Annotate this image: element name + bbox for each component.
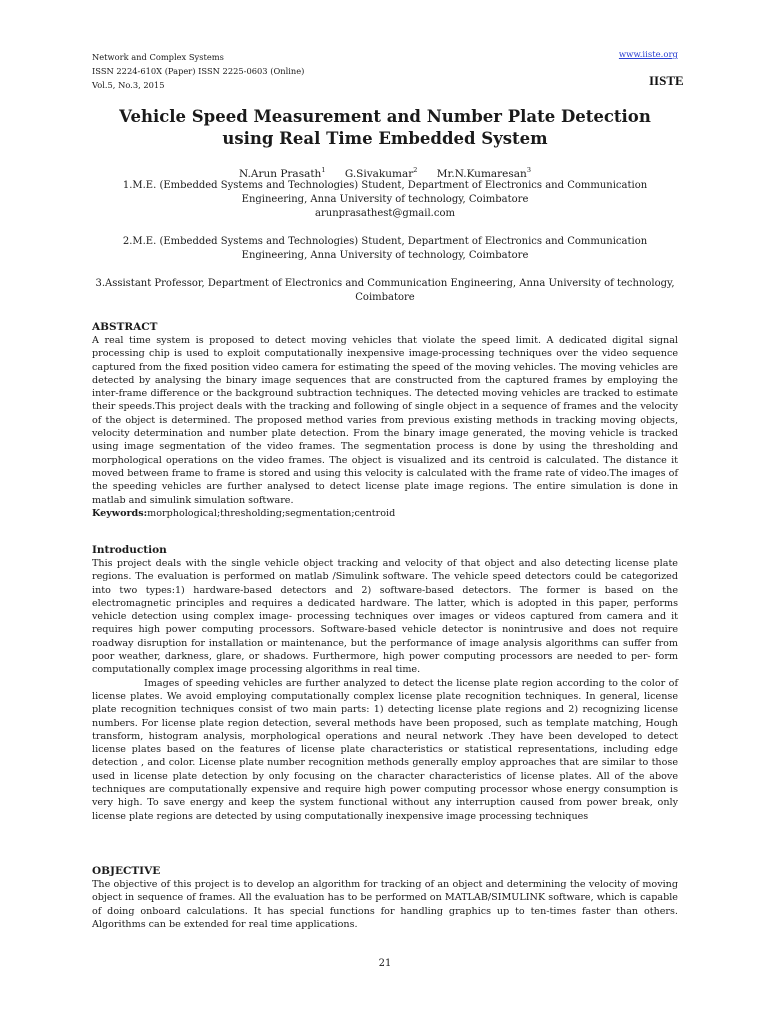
affiliation-1: 1.M.E. (Embedded Systems and Technologies) Student, Department of Electronics and Communication Engineering, Anna University of technology, Coimbatore arunprasathest@gmail.com xyxy=(92,179,678,221)
introduction-body xyxy=(92,557,678,823)
abstract-body xyxy=(92,334,678,520)
introduction-heading: Introduction xyxy=(92,544,167,556)
iiste-logo-icon xyxy=(648,67,684,89)
author-list xyxy=(92,163,678,181)
introduction-para-1: This project deals with the single vehicle object tracking and velocity of that object and also detecting license plate regions. The evaluation is performed on matlab /Simulink software. The vehicle speed detectors could be categorized into two types:1) hardware-based detectors and 2) software-based detectors. The former is based on the electromagnetic principles and requires a dedicated hardware. The latter, which is adopted in this paper, performs vehicle detection using complex image- processing techniques over images or videos captured from camera and it requires high power computing processors. Software-based vehicle detector is nonintrusive and does not require roadway disruption for installation or maintenance, but the performance of image analysis algorithms can suffer from poor weather, darkness, glare, or shadows. Furthermore, high power computing processors are needed to per- form computationally complex image processing algorithms in real time. xyxy=(92,558,678,676)
abstract-heading: ABSTRACT xyxy=(92,321,158,333)
author-email: arunprasathest@gmail.com xyxy=(315,208,455,219)
journal-name: Network and Complex Systems xyxy=(92,52,224,62)
introduction-para-2: Images of speeding vehicles are further analyzed to detect the license plate region according to the color of license plates. We avoid employing computationally complex license plate recognition techniques. In general, license plate recognition techniques consist of two main parts: 1) detecting license plate regions and 2) recognizing license numbers. For license plate region detection, several methods have been proposed, such as template matching, Hough transform, histogram analysis, morphological operations and neural network .They have been developed to detect license plates based on the features of license plate characteristics or statistical representations, including edge detection , and color. License plate number recognition methods generally employ approaches that are similar to those used in license plate detection by only focusing on the character characteristics of license plates. All of the above techniques are computationally expensive and require high power computing processor whose energy consumption is very high. To save energy and keep the system functional without any interruption caused from power break, only license plate regions are detected by using computationally inexpensive image processing techniques xyxy=(92,677,678,822)
author: G.Sivakumar$^2$ xyxy=(344,166,418,180)
author: Mr.N.Kumaresan$^3$ xyxy=(436,166,531,180)
author: N.Arun Prasath$^1$ xyxy=(239,166,326,180)
paper-title: Vehicle Speed Measurement and Number Plate Detection using Real Time Embedded System xyxy=(119,107,651,148)
affiliation-3: 3.Assistant Professor, Department of Electronics and Communication Engineering, Anna University of technology, Coimbatore xyxy=(95,278,675,303)
objective-body: The objective of this project is to develop an algorithm for tracking of an object and determining the velocity of moving object in sequence of frames. All the evaluation has to be performed on MATLAB/SIMULINK software, which is capable of doing onboard calculations. It has special functions for handling graphics up to ten-times faster than others. Algorithms can be extended for real time applications. xyxy=(92,879,678,930)
page-number: 21 xyxy=(378,958,392,969)
affiliation-2: 2.M.E. (Embedded Systems and Technologies) Student, Department of Electronics and Communication Engineering, Anna University of technology, Coimbatore xyxy=(122,236,648,261)
keywords: Keywords:morphological;thresholding;segmentation;centroid xyxy=(92,507,396,519)
journal-info xyxy=(92,50,304,92)
issn: ISSN 2224-610X (Paper) ISSN 2225-0603 (Online) xyxy=(92,66,305,76)
logo-text: IISTE xyxy=(649,73,684,88)
volume: Vol.5, No.3, 2015 xyxy=(92,80,165,90)
abstract-text: A real time system is proposed to detect moving vehicles that violate the speed limit. A dedicated digital signal processing chip is used to exploit computationally inexpensive image-processing techniques over the video sequence captured from the fixed position video camera for estimating the speed of the moving vehicles. The moving vehicles are detected by analysing the binary image sequences that are constructed from the captured frames by employing the inter-frame difference or the background subtraction techniques. The detected moving vehicles are tracked to estimate their speeds.This project deals with the tracking and following of single object in a sequence of frames and the velocity of the object is determined. The proposed method varies from previous existing methods in tracking moving objects, velocity determination and number plate detection. From the binary image generated, the moving vehicle is tracked using image segmentation of the video frames. The segmentation process is done by using the thresholding and morphological operations on the video frames. The object is visualized and its centroid is calculated. The distance it moved between frame to frame is stored and using this velocity is calculated with the frame rate of video.The images of the speeding vehicles are further analysed to detect license plate image regions. The entire simulation is done in matlab and simulink simulation software. xyxy=(92,335,678,506)
website-link[interactable]: www.iiste.org xyxy=(618,50,678,60)
page-header xyxy=(92,50,684,98)
objective-heading: OBJECTIVE xyxy=(92,865,161,877)
